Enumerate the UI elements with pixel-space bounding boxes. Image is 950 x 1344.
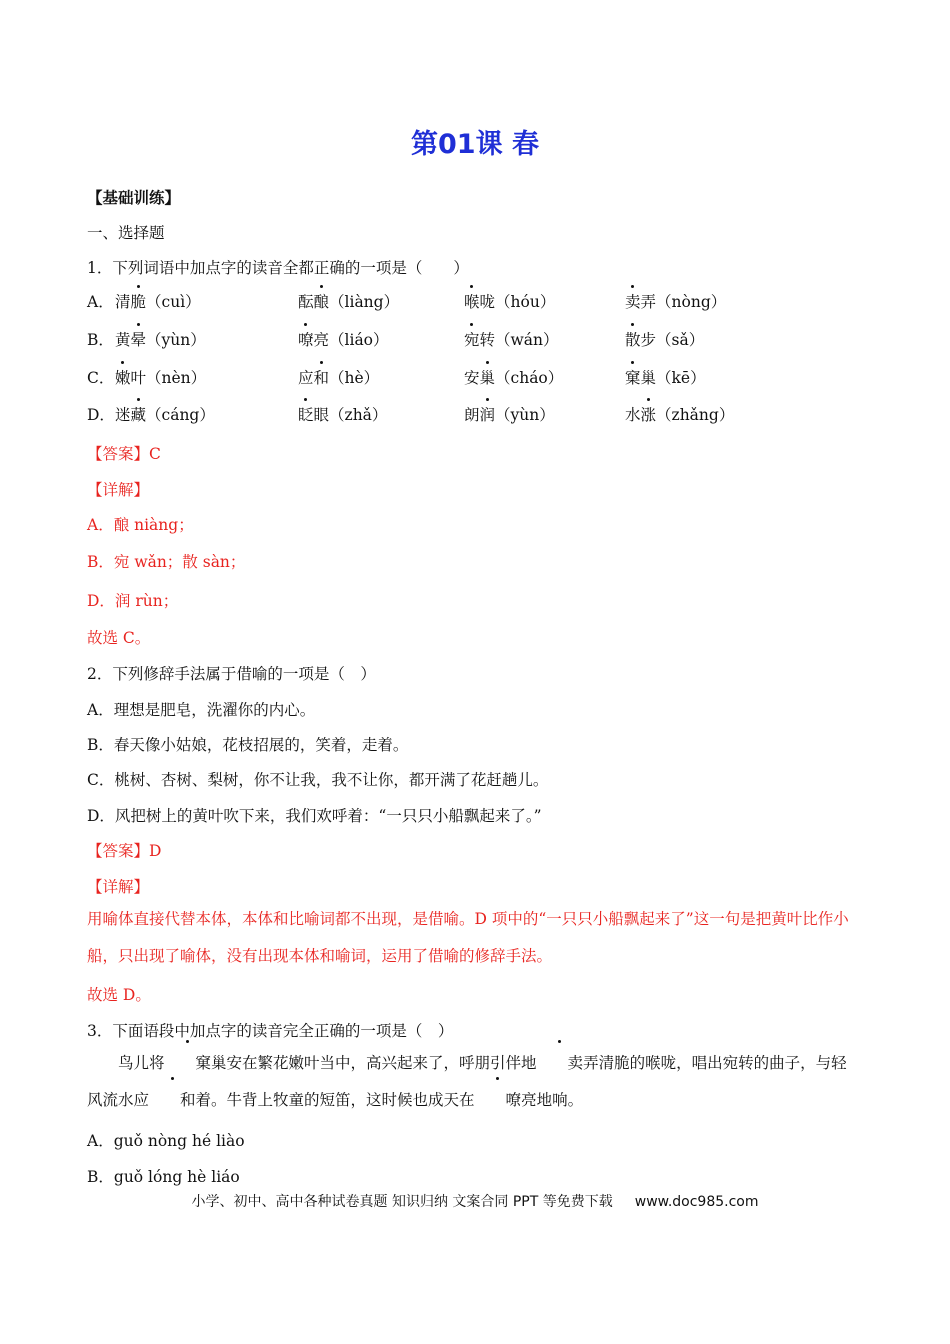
- dotted-char: 脆: [131, 290, 147, 312]
- word-char: 弄: [640, 293, 657, 311]
- question-3-option: B．guǒ lóng hè liáo: [87, 1168, 240, 1186]
- question-3-option: A．guǒ nòng hé liào: [87, 1132, 245, 1150]
- question-1-conclusion: 故选 C。: [87, 629, 151, 647]
- pinyin: （cáng）: [146, 406, 215, 424]
- option-word: [464, 290, 555, 312]
- word-char: 安: [464, 369, 480, 387]
- dotted-char: 窠: [625, 366, 641, 388]
- word-char: 转: [479, 331, 496, 349]
- pinyin: （sǎ）: [656, 331, 705, 349]
- dotted-char: 卖: [625, 290, 641, 312]
- pinyin: （yùn）: [495, 406, 555, 424]
- dotted-char: 宛: [464, 328, 480, 350]
- question-1-detail-line: B．宛 wǎn；散 sàn；: [87, 553, 246, 571]
- dotted-char: 藏: [131, 403, 147, 425]
- option-word: [464, 328, 559, 350]
- word-char: 迷: [115, 406, 131, 424]
- question-2-option: C．桃树、杏树、梨树，你不让我，我不让你，都开满了花赶趟儿。: [87, 771, 549, 789]
- option-label: A．: [87, 293, 114, 311]
- word-char: 巢: [640, 369, 657, 387]
- word-char: 步: [640, 331, 657, 349]
- dotted-char: 窠: [165, 1045, 212, 1082]
- option-label: B．: [87, 331, 114, 349]
- pinyin: （liáo）: [329, 331, 389, 349]
- dotted-char: 涨: [641, 403, 657, 425]
- pinyin: （cuì）: [146, 293, 201, 311]
- dotted-char: 巢: [480, 366, 496, 388]
- option-word: [625, 403, 734, 425]
- option-word: [625, 366, 706, 388]
- footer-site: www.doc985.com: [634, 1194, 759, 1210]
- option-word: [115, 328, 206, 350]
- word-char: 清: [115, 293, 131, 311]
- word-char: 水: [625, 406, 641, 424]
- option-word: [464, 366, 563, 388]
- word-char: 叶: [130, 369, 147, 387]
- dotted-char: 润: [480, 403, 496, 425]
- pinyin: （hè）: [329, 369, 380, 387]
- option-word: [625, 290, 726, 312]
- option-word: [464, 403, 555, 425]
- option-word: [298, 328, 389, 350]
- option-label: D．: [87, 406, 115, 424]
- question-1-detail-line: D．润 rùn；: [87, 592, 179, 610]
- dotted-char: 酿: [314, 290, 330, 312]
- option-word: [625, 328, 704, 350]
- dotted-char: 和: [149, 1082, 196, 1119]
- question-2-detail-text: 用喻体直接代替本体，本体和比喻词都不出现，是借喻。D 项中的“一只只小船飘起来了”这一句是把黄叶比作小船，只出现了喻体，没有出现本体和喻词，运用了借喻的修辞手法。: [87, 910, 849, 965]
- pinyin: （zhǎ）: [329, 406, 388, 424]
- question-3-passage: 鸟儿将 窠巢安在繁花嫩叶当中，高兴起来了，呼朋引伴地 卖弄清脆的喉咙，唱出宛转的曲子，与轻风流水应 和着。牛背上牧童的短笛，这时候也成天在 嘹亮地响。: [87, 1045, 862, 1119]
- option-word: [298, 403, 387, 425]
- part-heading: 一、选择题: [87, 224, 165, 242]
- option-word: [115, 403, 215, 425]
- page-title: 第01课 春: [411, 129, 539, 160]
- pinyin: （liàng）: [329, 293, 400, 311]
- option-word: [298, 366, 379, 388]
- question-1-detail-line: A．酿 niàng；: [87, 516, 194, 534]
- question-2-option: B．春天像小姑娘，花枝招展的，笑着，走着。: [87, 736, 409, 754]
- question-2-option: A．理想是肥皂，洗濯你的内心。: [87, 701, 316, 719]
- pinyin: （nòng）: [656, 293, 727, 311]
- question-2-detail-label: 【详解】: [87, 878, 150, 896]
- footer-text: 小学、初中、高中各种试卷真题 知识归纳 文案合同 PPT 等免费下载: [191, 1194, 613, 1210]
- question-2-answer: 【答案】D: [87, 842, 162, 860]
- word-char: 眼: [313, 406, 330, 424]
- section-heading: 【基础训练】: [87, 189, 181, 207]
- question-3-stem: 3．下面语段中加点字的读音完全正确的一项是（ ）: [87, 1022, 454, 1040]
- dotted-char: 晕: [131, 328, 147, 350]
- option-word: [115, 366, 206, 388]
- dotted-char: 眨: [298, 403, 314, 425]
- word-char: 应: [298, 369, 314, 387]
- word-char: 黄: [115, 331, 131, 349]
- question-1-stem: 1．下列词语中加点字的读音全都正确的一项是（ ）: [87, 259, 469, 277]
- dotted-char: 卖: [537, 1045, 584, 1082]
- dotted-char: 喉: [464, 290, 480, 312]
- pinyin: （nèn）: [146, 369, 207, 387]
- pinyin: （cháo）: [495, 369, 564, 387]
- pinyin: （yùn）: [146, 331, 206, 349]
- pinyin: （hóu）: [495, 293, 556, 311]
- option-word: [298, 290, 399, 312]
- pinyin: （zhǎng）: [656, 406, 735, 424]
- question-2-conclusion: 故选 D。: [87, 986, 151, 1004]
- pinyin: （kē）: [656, 369, 706, 387]
- footer: [0, 1191, 950, 1211]
- option-label: C．: [87, 369, 115, 387]
- question-1-answer: 【答案】C: [87, 445, 161, 463]
- question-1-detail-label: 【详解】: [87, 481, 150, 499]
- question-2-stem: 2．下列修辞手法属于借喻的一项是（ ）: [87, 665, 376, 683]
- dotted-char: 散: [625, 328, 641, 350]
- word-char: 朗: [464, 406, 480, 424]
- question-2-option: D．风把树上的黄叶吹下来，我们欢呼着：“一只只小船飘起来了。”: [87, 807, 542, 825]
- word-char: 咙: [479, 293, 496, 311]
- word-char: 酝: [298, 293, 314, 311]
- pinyin: （wán）: [495, 331, 559, 349]
- word-char: 亮: [313, 331, 330, 349]
- option-word: [115, 290, 201, 312]
- dotted-char: 和: [314, 366, 330, 388]
- dotted-char: 嫩: [115, 366, 131, 388]
- dotted-char: 嘹: [475, 1082, 522, 1119]
- dotted-char: 嘹: [298, 328, 314, 350]
